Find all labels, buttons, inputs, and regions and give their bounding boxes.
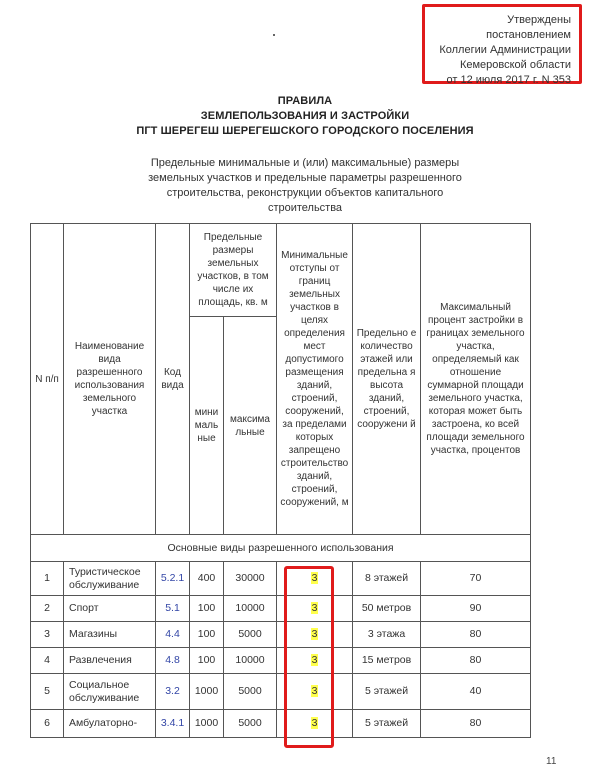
row-num: 3 [31,622,64,648]
header-size: Предельные размеры земельных участков, в том числе их площадь, кв. м [190,224,277,317]
header-code: Код вида [156,224,190,535]
row-code: 5.2.1 [156,562,190,596]
row-num: 6 [31,710,64,738]
approval-line: Утверждены [507,14,571,26]
row-name: Магазины [64,622,156,648]
setback-highlight: 3 [311,717,318,729]
row-name: Развлечения [64,648,156,674]
row-floors: 8 этажей [353,562,421,596]
row-name: Спорт [64,596,156,622]
title-line-1: ПРАВИЛА [277,95,333,107]
row-min: 1000 [190,710,224,738]
row-floors: 5 этажей [353,674,421,710]
approval-line: Кемеровской области [459,59,571,71]
setback-highlight: 3 [311,572,318,584]
title-line-3: ПГТ ШЕРЕГЕШ ШЕРЕГЕШСКОГО ГОРОДСКОГО ПОСЕЛЕНИЯ [136,125,474,137]
row-num: 4 [31,648,64,674]
row-percent: 80 [421,622,531,648]
approval-line: Коллегии Администрации [439,44,571,56]
setback-highlight: 3 [311,685,318,697]
row-max: 5000 [224,710,277,738]
row-max: 30000 [224,562,277,596]
header-name: Наименование вида разрешенного использования земельного участка [64,224,156,535]
setback-annotation-box [284,566,334,748]
row-name: Амбулаторно- [64,710,156,738]
row-name: Социальное обслуживание [64,674,156,710]
row-min: 100 [190,596,224,622]
subtitle-line: строительства, реконструкции объектов капитального [166,187,444,199]
row-code: 5.1 [156,596,190,622]
approval-line: постановлением [486,29,571,41]
row-floors: 5 этажей [353,710,421,738]
row-max: 5000 [224,622,277,648]
row-num: 1 [31,562,64,596]
row-percent: 70 [421,562,531,596]
row-min: 100 [190,648,224,674]
approval-line: от 12 июля 2017 г. N 353 [446,74,571,86]
approval-stamp [422,4,582,84]
scan-speck [273,34,275,36]
table-row [31,648,531,674]
header-floors: Предельно е количество этажей или предельна я высота зданий, строений, сооружени й [353,224,421,535]
row-percent: 80 [421,710,531,738]
table-row [31,596,531,622]
header-min: мини маль ные [190,317,224,535]
row-max: 5000 [224,674,277,710]
row-max: 10000 [224,648,277,674]
table-row [31,622,531,648]
row-percent: 40 [421,674,531,710]
row-min: 400 [190,562,224,596]
row-code: 4.4 [156,622,190,648]
row-code: 3.2 [156,674,190,710]
row-name: Туристическое обслуживание [64,562,156,596]
header-max: максима льные [224,317,277,535]
table-row [31,562,531,596]
row-min: 100 [190,622,224,648]
setback-highlight: 3 [311,602,318,614]
row-floors: 3 этажа [353,622,421,648]
row-floors: 50 метров [353,596,421,622]
table-row [31,710,531,738]
page-number: 11 [546,756,557,767]
subtitle [130,156,480,216]
row-code: 3.4.1 [156,710,190,738]
table-row [31,674,531,710]
section-label: Основные виды разрешенного использования [31,535,531,562]
row-floors: 15 метров [353,648,421,674]
header-num: N п/п [31,224,64,535]
row-percent: 90 [421,596,531,622]
setback-highlight: 3 [311,654,318,666]
setback-highlight: 3 [311,628,318,640]
row-min: 1000 [190,674,224,710]
subtitle-line: Предельные минимальные и (или) максимальные) размеры [150,157,460,169]
zoning-table [30,223,531,738]
row-num: 5 [31,674,64,710]
subtitle-line: строительства [267,202,343,214]
subtitle-line: земельных участков и предельные параметры разрешенного [148,172,462,184]
title-line-2: ЗЕМЛЕПОЛЬЗОВАНИЯ И ЗАСТРОЙКИ [200,110,410,122]
row-max: 10000 [224,596,277,622]
header-percent: Максимальный процент застройки в границах земельного участка, определяемый как отношение суммарной площади земельного участка, которая может быть застроена, ко всей площади земельного участка, процентов [421,224,531,535]
row-code: 4.8 [156,648,190,674]
header-setback: Минимальные отступы от границ земельных участков в целях определения мест допустимого размещения зданий, строений, сооружений, за пределами которых запрещено строительство зданий, строений, сооружений, м [277,224,353,535]
row-num: 2 [31,596,64,622]
row-percent: 80 [421,648,531,674]
